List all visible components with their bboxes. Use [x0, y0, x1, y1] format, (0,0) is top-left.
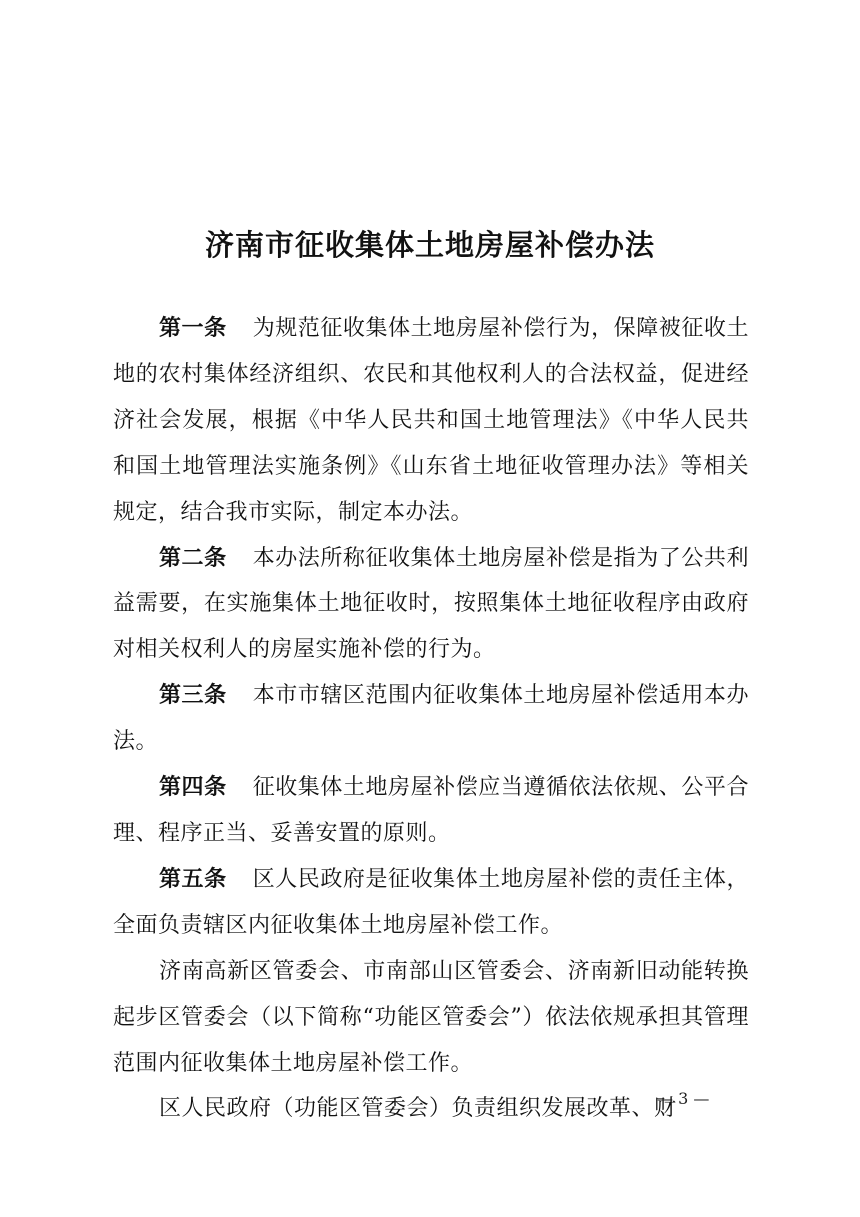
document-body: [113, 306, 749, 1132]
article-2-paragraph: [113, 536, 749, 674]
article-text: 本办法所称征收集体土地房屋补偿是指为了公共利益需要，在实施集体土地征收时，按照集体土地征收程序由政府对相关权利人的房屋实施补偿的行为。: [113, 545, 749, 663]
paragraph-text: 区人民政府（功能区管委会）负责组织发展改革、财: [159, 1096, 677, 1122]
article-1-paragraph: [113, 306, 749, 536]
page-number: — 3 —: [657, 1089, 710, 1108]
article-text: 为规范征收集体土地房屋补偿行为，保障被征收土地的农村集体经济组织、农民和其他权利人的合法权益，促进经济社会发展，根据《中华人民共和国土地管理法》《中华人民共和国土地管理法实施条例》《山东省土地征收管理办法》等相关规定，结合我市实际，制定本办法。: [113, 316, 749, 525]
article-5-continuation-paragraph: [113, 949, 749, 1087]
article-3-paragraph: [113, 673, 749, 765]
article-text: 征收集体土地房屋补偿应当遵循依法依规、公平合理、程序正当、妥善安置的原则。: [113, 775, 749, 846]
document-title: 济南市征收集体土地房屋补偿办法: [204, 228, 655, 262]
article-5-paragraph: [113, 857, 749, 949]
article-4-paragraph: [113, 765, 749, 857]
article-number: 第五条: [159, 866, 227, 892]
article-5-continuation-paragraph-2: [113, 1086, 749, 1132]
paragraph-text: 济南高新区管委会、市南部山区管委会、济南新旧动能转换起步区管委会（以下简称“功能区管委会”）依法依规承担其管理范围内征收集体土地房屋补偿工作。: [113, 958, 749, 1076]
article-text: 本市市辖区范围内征收集体土地房屋补偿适用本办法。: [113, 683, 749, 755]
article-number: 第四条: [159, 775, 227, 801]
article-text: 区人民政府是征收集体土地房屋补偿的责任主体，全面负责辖区内征收集体土地房屋补偿工作。: [113, 866, 749, 938]
article-number: 第二条: [159, 545, 227, 571]
article-number: 第一条: [159, 316, 227, 341]
article-number: 第三条: [159, 683, 227, 709]
